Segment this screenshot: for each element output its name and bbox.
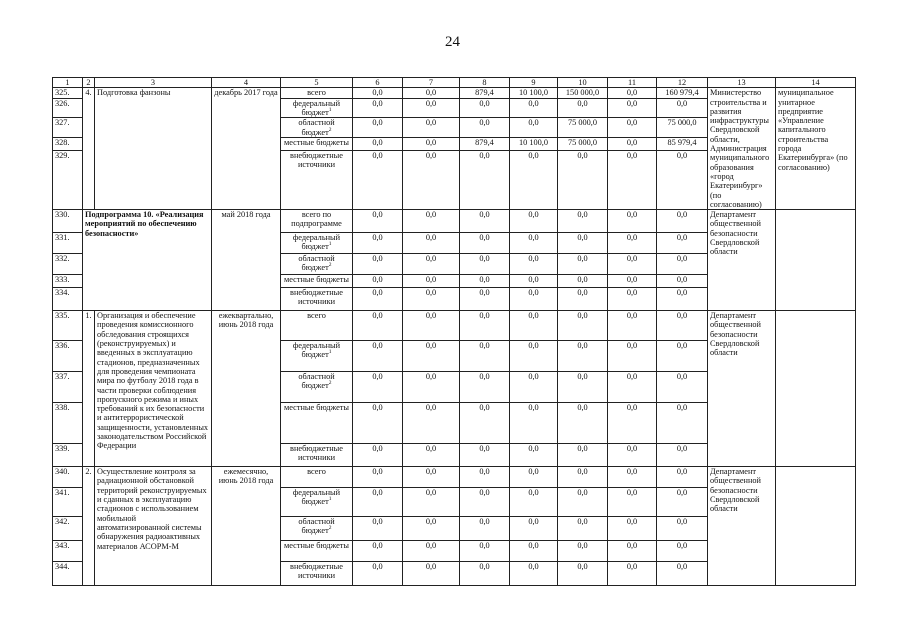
amount-cell: 0,0 (510, 541, 558, 562)
column-number-13: 13 (708, 78, 776, 88)
row-index: 332. (53, 254, 83, 275)
page-number: 24 (445, 34, 460, 50)
amount-cell: 0,0 (403, 150, 460, 209)
funding-source: областной бюджет$^2$ (281, 118, 353, 138)
amount-cell: 0,0 (353, 150, 403, 209)
item-term: ежемесячно, июнь 2018 года (212, 467, 281, 586)
funding-source: местные бюджеты (281, 275, 353, 288)
row-index: 336. (53, 341, 83, 372)
row-index: 344. (53, 562, 83, 586)
amount-cell: 0,0 (608, 562, 657, 586)
amount-cell: 0,0 (460, 541, 510, 562)
amount-cell: 0,0 (353, 517, 403, 541)
amount-cell: 0,0 (510, 118, 558, 138)
amount-cell: 0,0 (403, 118, 460, 138)
item-term: декабрь 2017 года (212, 88, 281, 210)
amount-cell: 0,0 (403, 488, 460, 517)
amount-cell: 85 979,4 (657, 137, 708, 150)
amount-cell: 0,0 (353, 372, 403, 403)
row-index: 342. (53, 517, 83, 541)
amount-cell: 0,0 (657, 403, 708, 444)
amount-cell: 0,0 (460, 341, 510, 372)
amount-cell: 0,0 (403, 288, 460, 311)
funding-source: всего по подпрограмме (281, 210, 353, 233)
amount-cell: 0,0 (353, 254, 403, 275)
amount-cell: 0,0 (558, 233, 608, 254)
amount-cell: 0,0 (608, 311, 657, 341)
column-number-1: 1 (53, 78, 83, 88)
amount-cell: 160 979,4 (657, 88, 708, 98)
table-row (53, 467, 856, 488)
amount-cell: 0,0 (460, 403, 510, 444)
amount-cell: 0,0 (510, 311, 558, 341)
amount-cell: 0,0 (353, 210, 403, 233)
amount-cell: 0,0 (353, 311, 403, 341)
amount-cell: 0,0 (353, 118, 403, 138)
amount-cell: 0,0 (510, 488, 558, 517)
funding-source: местные бюджеты (281, 541, 353, 562)
amount-cell: 0,0 (353, 541, 403, 562)
column-number-8: 8 (460, 78, 510, 88)
funding-source: внебюджетные источники (281, 562, 353, 586)
amount-cell: 0,0 (657, 488, 708, 517)
amount-cell: 0,0 (403, 372, 460, 403)
amount-cell: 0,0 (657, 372, 708, 403)
row-index: 339. (53, 444, 83, 467)
amount-cell: 0,0 (558, 311, 608, 341)
column-number-2: 2 (83, 78, 95, 88)
amount-cell: 0,0 (657, 150, 708, 209)
row-index: 325. (53, 88, 83, 98)
column-number-14: 14 (776, 78, 856, 88)
amount-cell: 0,0 (510, 517, 558, 541)
funding-source: федеральный бюджет$^1$ (281, 98, 353, 118)
amount-cell: 0,0 (657, 444, 708, 467)
amount-cell: 0,0 (403, 517, 460, 541)
column-number-9: 9 (510, 78, 558, 88)
amount-cell: 0,0 (558, 275, 608, 288)
amount-cell: 0,0 (608, 403, 657, 444)
funding-source: внебюджетные источники (281, 150, 353, 209)
amount-cell: 0,0 (657, 98, 708, 118)
amount-cell: 0,0 (657, 541, 708, 562)
funding-source: всего (281, 467, 353, 488)
subprogram-name: Подпрограмма 10. «Реализация мероприятий по обеспечению безопасности» (83, 210, 212, 311)
amount-cell: 0,0 (608, 137, 657, 150)
amount-cell: 0,0 (510, 288, 558, 311)
amount-cell: 0,0 (403, 541, 460, 562)
amount-cell: 0,0 (353, 288, 403, 311)
amount-cell: 0,0 (558, 98, 608, 118)
amount-cell: 0,0 (353, 341, 403, 372)
amount-cell: 0,0 (403, 275, 460, 288)
amount-cell: 0,0 (403, 467, 460, 488)
amount-cell: 0,0 (608, 467, 657, 488)
amount-cell: 0,0 (403, 403, 460, 444)
amount-cell: 0,0 (558, 210, 608, 233)
amount-cell: 0,0 (460, 275, 510, 288)
amount-cell: 0,0 (558, 562, 608, 586)
amount-cell: 0,0 (657, 275, 708, 288)
amount-cell: 0,0 (353, 98, 403, 118)
amount-cell: 0,0 (403, 562, 460, 586)
column-number-3: 3 (95, 78, 212, 88)
amount-cell: 0,0 (353, 88, 403, 98)
amount-cell: 0,0 (403, 254, 460, 275)
column-number-5: 5 (281, 78, 353, 88)
amount-cell: 0,0 (353, 403, 403, 444)
amount-cell: 0,0 (460, 210, 510, 233)
amount-cell: 0,0 (403, 88, 460, 98)
funding-source: внебюджетные источники (281, 444, 353, 467)
amount-cell: 0,0 (460, 562, 510, 586)
amount-cell: 879,4 (460, 88, 510, 98)
amount-cell: 0,0 (510, 467, 558, 488)
amount-cell: 0,0 (403, 444, 460, 467)
amount-cell: 0,0 (657, 210, 708, 233)
item-term: май 2018 года (212, 210, 281, 311)
row-index: 338. (53, 403, 83, 444)
amount-cell: 10 100,0 (510, 137, 558, 150)
amount-cell: 0,0 (510, 444, 558, 467)
row-index: 328. (53, 137, 83, 150)
amount-cell: 0,0 (558, 341, 608, 372)
budget-table (52, 77, 856, 586)
executor: Департамент общественной безопасности Свердловской области (708, 467, 776, 586)
amount-cell: 0,0 (353, 562, 403, 586)
amount-cell: 0,0 (510, 98, 558, 118)
amount-cell: 0,0 (558, 488, 608, 517)
amount-cell: 0,0 (460, 488, 510, 517)
amount-cell: 0,0 (558, 541, 608, 562)
amount-cell: 10 100,0 (510, 88, 558, 98)
row-index: 341. (53, 488, 83, 517)
amount-cell: 0,0 (657, 562, 708, 586)
amount-cell: 0,0 (510, 341, 558, 372)
amount-cell: 0,0 (510, 562, 558, 586)
amount-cell: 0,0 (558, 254, 608, 275)
amount-cell: 0,0 (353, 488, 403, 517)
item-name: Осуществление контроля за радиационной обстановкой территорий реконструируемых и сданных в эксплуатацию стадионов с использованием мобильной автоматизированной системы обнаружения радиоактивных материалов АСОРМ-М (95, 467, 212, 586)
amount-cell: 0,0 (608, 517, 657, 541)
recipient (776, 210, 856, 311)
amount-cell: 0,0 (510, 150, 558, 209)
row-index: 334. (53, 288, 83, 311)
amount-cell: 0,0 (608, 88, 657, 98)
amount-cell: 0,0 (608, 488, 657, 517)
row-index: 329. (53, 150, 83, 209)
funding-source: областной бюджет$^2$ (281, 517, 353, 541)
item-number: 2. (83, 467, 95, 586)
amount-cell: 0,0 (608, 150, 657, 209)
row-index: 327. (53, 118, 83, 138)
amount-cell: 0,0 (510, 275, 558, 288)
amount-cell: 0,0 (558, 444, 608, 467)
amount-cell: 0,0 (558, 403, 608, 444)
amount-cell: 0,0 (657, 288, 708, 311)
column-number-11: 11 (608, 78, 657, 88)
executor: Департамент общественной безопасности Свердловской области (708, 210, 776, 311)
amount-cell: 0,0 (403, 311, 460, 341)
amount-cell: 75 000,0 (558, 118, 608, 138)
amount-cell: 150 000,0 (558, 88, 608, 98)
amount-cell: 0,0 (510, 403, 558, 444)
amount-cell: 0,0 (460, 254, 510, 275)
amount-cell: 75 000,0 (558, 137, 608, 150)
column-number-6: 6 (353, 78, 403, 88)
amount-cell: 0,0 (558, 288, 608, 311)
funding-source: федеральный бюджет$^1$ (281, 488, 353, 517)
funding-source: местные бюджеты (281, 403, 353, 444)
amount-cell: 0,0 (460, 98, 510, 118)
amount-cell: 0,0 (403, 137, 460, 150)
amount-cell: 0,0 (460, 118, 510, 138)
amount-cell: 0,0 (353, 233, 403, 254)
amount-cell: 0,0 (403, 233, 460, 254)
amount-cell: 0,0 (608, 233, 657, 254)
amount-cell: 0,0 (558, 517, 608, 541)
column-number-7: 7 (403, 78, 460, 88)
row-index: 330. (53, 210, 83, 233)
amount-cell: 0,0 (460, 517, 510, 541)
amount-cell: 0,0 (353, 467, 403, 488)
amount-cell: 0,0 (657, 254, 708, 275)
row-index: 340. (53, 467, 83, 488)
amount-cell: 0,0 (608, 118, 657, 138)
executor: Министерство строительства и развития инфраструктуры Свердловской области, Администрация муниципального образования «город Екатеринбург» (по согласованию) (708, 88, 776, 210)
row-index: 333. (53, 275, 83, 288)
amount-cell: 0,0 (353, 275, 403, 288)
item-term: ежеквартально, июнь 2018 года (212, 311, 281, 467)
table-row (53, 88, 856, 98)
amount-cell: 0,0 (403, 98, 460, 118)
recipient (776, 467, 856, 586)
amount-cell: 0,0 (460, 233, 510, 254)
amount-cell: 0,0 (608, 444, 657, 467)
amount-cell: 0,0 (353, 137, 403, 150)
amount-cell: 0,0 (510, 233, 558, 254)
amount-cell: 0,0 (460, 150, 510, 209)
amount-cell: 0,0 (608, 372, 657, 403)
amount-cell: 0,0 (657, 517, 708, 541)
funding-source: федеральный бюджет$^1$ (281, 341, 353, 372)
item-number: 1. (83, 311, 95, 467)
amount-cell: 0,0 (657, 311, 708, 341)
row-index: 331. (53, 233, 83, 254)
table-row (53, 311, 856, 341)
row-index: 335. (53, 311, 83, 341)
funding-source: всего (281, 311, 353, 341)
amount-cell: 0,0 (510, 210, 558, 233)
funding-source: внебюджетные источники (281, 288, 353, 311)
amount-cell: 0,0 (657, 233, 708, 254)
item-name: Организация и обеспечение проведения комиссионного обследования строящихся (реконструируемых) и введенных в эксплуатацию стадионов, предназначенных для проведения чемпионата мира по футболу 2018 года в части проверки соблюдения пропускного режима и иных требований к их безопасности и антитеррористической защищенности, установленных законодательством Российской Федерации (95, 311, 212, 467)
amount-cell: 0,0 (460, 444, 510, 467)
row-index: 337. (53, 372, 83, 403)
executor: Департамент общественной безопасности Свердловской области (708, 311, 776, 467)
column-number-12: 12 (657, 78, 708, 88)
amount-cell: 75 000,0 (657, 118, 708, 138)
amount-cell: 0,0 (558, 150, 608, 209)
item-name: Подготовка фанзоны (95, 88, 212, 210)
funding-source: областной бюджет$^2$ (281, 372, 353, 403)
column-number-10: 10 (558, 78, 608, 88)
amount-cell: 0,0 (608, 210, 657, 233)
funding-source: федеральный бюджет$^1$ (281, 233, 353, 254)
amount-cell: 0,0 (510, 372, 558, 403)
amount-cell: 0,0 (510, 254, 558, 275)
recipient: муниципальное унитарное предприятие «Управление капитального строительства города Екатеринбурга» (по согласованию) (776, 88, 856, 210)
row-index: 326. (53, 98, 83, 118)
amount-cell: 879,4 (460, 137, 510, 150)
row-index: 343. (53, 541, 83, 562)
amount-cell: 0,0 (558, 467, 608, 488)
amount-cell: 0,0 (657, 341, 708, 372)
funding-source: областной бюджет$^2$ (281, 254, 353, 275)
amount-cell: 0,0 (460, 311, 510, 341)
amount-cell: 0,0 (460, 288, 510, 311)
column-number-4: 4 (212, 78, 281, 88)
header-row (53, 78, 856, 88)
amount-cell: 0,0 (608, 98, 657, 118)
amount-cell: 0,0 (608, 288, 657, 311)
recipient (776, 311, 856, 467)
amount-cell: 0,0 (460, 467, 510, 488)
amount-cell: 0,0 (460, 372, 510, 403)
funding-source: всего (281, 88, 353, 98)
funding-source: местные бюджеты (281, 137, 353, 150)
amount-cell: 0,0 (608, 275, 657, 288)
amount-cell: 0,0 (608, 341, 657, 372)
amount-cell: 0,0 (608, 541, 657, 562)
amount-cell: 0,0 (558, 372, 608, 403)
amount-cell: 0,0 (353, 444, 403, 467)
amount-cell: 0,0 (403, 210, 460, 233)
amount-cell: 0,0 (608, 254, 657, 275)
table-row (53, 210, 856, 233)
amount-cell: 0,0 (403, 341, 460, 372)
item-number: 4. (83, 88, 95, 210)
amount-cell: 0,0 (657, 467, 708, 488)
